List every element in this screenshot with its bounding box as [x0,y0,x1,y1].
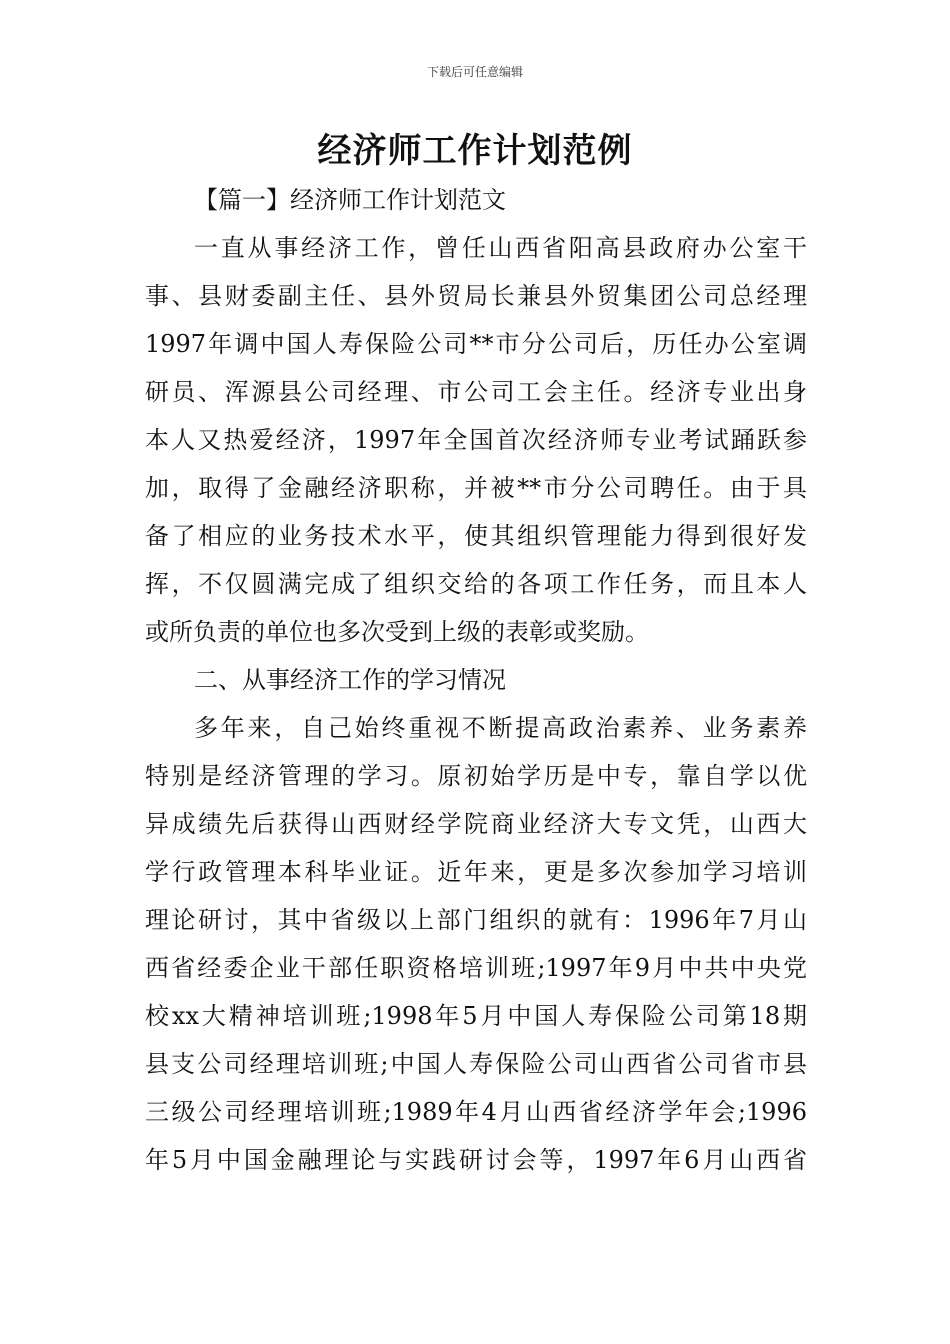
text-line: 县支公司经理培训班;中国人寿保险公司山西省公司省市县 [145,1050,807,1078]
page-header-note: 下载后可任意编辑 [426,65,523,79]
text-line: 二、从事经济工作的学习情况 [194,666,506,694]
text-line: 年5月中国金融理论与实践研讨会等，1997年6月山西省 [145,1146,807,1174]
text-line: 校xx大精神培训班;1998年5月中国人寿保险公司第18期 [145,1002,807,1030]
text-line: 西省经委企业干部任职资格培训班;1997年9月中共中央党 [145,954,807,982]
document-body [145,176,807,1184]
text-line: 备了相应的业务技术水平，使其组织管理能力得到很好发 [145,522,807,550]
document-title: 经济师工作计划范例 [317,131,633,171]
text-line: 三级公司经理培训班;1989年4月山西省经济学年会;1996 [145,1098,807,1126]
text-line: 1997年调中国人寿保险公司**市分公司后，历任办公室调 [145,330,807,358]
text-line: 【篇一】经济师工作计划范文 [194,186,506,214]
text-line: 特别是经济管理的学习。原初始学历是中专，靠自学以优 [145,762,807,790]
text-line: 一直从事经济工作，曾任山西省阳高县政府办公室干 [194,234,807,262]
text-line: 事、县财委副主任、县外贸局长兼县外贸集团公司总经理 [145,282,807,310]
text-line: 或所负责的单位也多次受到上级的表彰或奖励。 [145,618,649,646]
text-line: 理论研讨，其中省级以上部门组织的就有：1996年7月山 [145,906,807,934]
text-line: 加，取得了金融经济职称，并被**市分公司聘任。由于具 [145,474,807,502]
text-line: 研员、浑源县公司经理、市公司工会主任。经济专业出身 [145,378,807,406]
text-line: 异成绩先后获得山西财经学院商业经济大专文凭，山西大 [145,810,807,838]
text-line: 挥，不仅圆满完成了组织交给的各项工作任务，而且本人 [145,570,807,598]
text-line: 学行政管理本科毕业证。近年来，更是多次参加学习培训 [145,858,807,886]
text-line: 多年来，自己始终重视不断提高政治素养、业务素养 [194,714,807,742]
text-line: 本人又热爱经济，1997年全国首次经济师专业考试踊跃参 [145,426,807,454]
